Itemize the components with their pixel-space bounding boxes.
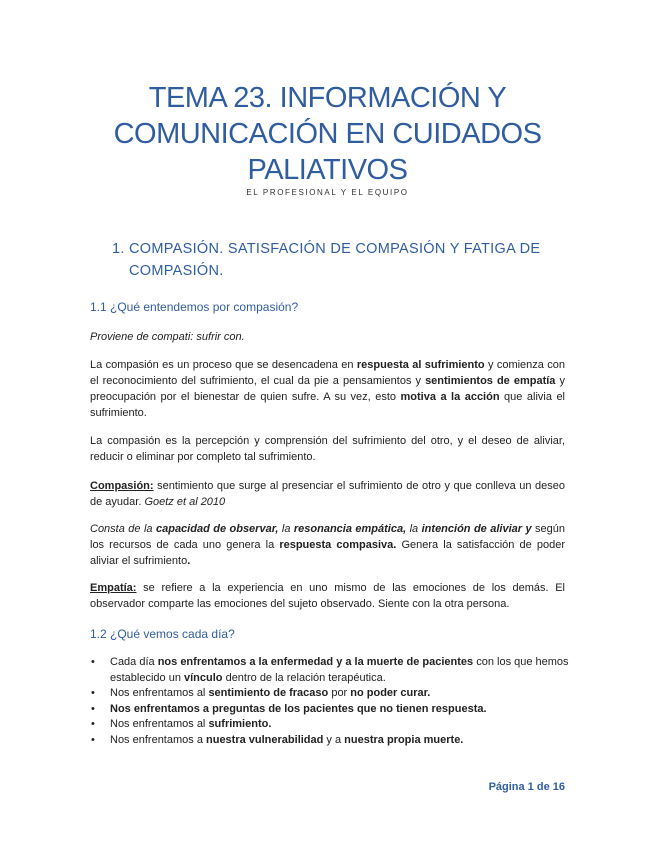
paragraph-compassion-components: Consta de la capacidad de observar, la resonancia empática, la intención de aliviar y según los recursos de cada uno genera la respuesta compasiva. Genera la satisfacción de poder aliviar el sufrimiento. xyxy=(90,523,566,567)
paragraph-compassion-term: Compasión: sentimiento que surge al presenciar el sufrimiento de otro y que conlleva un deseo de ayudar. Goetz et al 2010 xyxy=(90,480,565,508)
paragraph-empathy-term: Empatía: se refiere a la experiencia en uno mismo de las emociones de los demás. El observador comparte las emociones del sujeto observado. Siente con la otra persona. xyxy=(90,582,565,610)
document-title: TEMA 23. INFORMACIÓN Y COMUNICACIÓN EN CUIDADOS PALIATIVOS xyxy=(113,82,542,186)
document-subtitle: EL PROFESIONAL Y EL EQUIPO xyxy=(246,188,409,197)
subsection-heading-1-2: 1.2 ¿Qué vemos cada día? xyxy=(90,627,235,641)
list-item: • Nos enfrentamos al sentimiento de fracaso por no poder curar. xyxy=(90,686,570,702)
paragraph-compassion-definition: La compasión es la percepción y comprensión del sufrimiento del otro, y el deseo de aliviar, reducir o eliminar por completo tal sufrimiento. xyxy=(90,435,565,463)
list-item: • Cada día nos enfrentamos a la enfermedad y a la muerte de pacientes con los que hemos establecido un vínculo dentro de la relación terapéutica. xyxy=(90,655,570,686)
section-title: COMPASIÓN. SATISFACIÓN DE COMPASIÓN Y FATIGA DE COMPASIÓN. xyxy=(129,241,541,279)
section-number: 1. xyxy=(112,241,125,257)
paragraph-origin: Proviene de compati: sufrir con. xyxy=(90,331,245,343)
subsection-heading-1-1: 1.1 ¿Qué entendemos por compasión? xyxy=(90,300,299,314)
list-item: • Nos enfrentamos a preguntas de los pacientes que no tienen respuesta. xyxy=(90,702,570,718)
list-item: • Nos enfrentamos a nuestra vulnerabilidad y a nuestra propia muerte. xyxy=(90,733,570,749)
list-item: • Nos enfrentamos al sufrimiento. xyxy=(90,717,570,733)
section-heading-1 xyxy=(112,238,552,282)
page-number: Página 1 de 16 xyxy=(488,781,565,793)
bullet-list xyxy=(90,655,570,748)
paragraph-compassion-process: La compasión es un proceso que se desencadena en respuesta al sufrimiento y comienza con el reconocimiento del sufrimiento, el cual da pie a pensamientos y sentimientos de empatía y preocupación por el bienestar de quien sufre. A su vez, esto motiva a la acción que alivia el sufrimiento. xyxy=(90,359,566,419)
